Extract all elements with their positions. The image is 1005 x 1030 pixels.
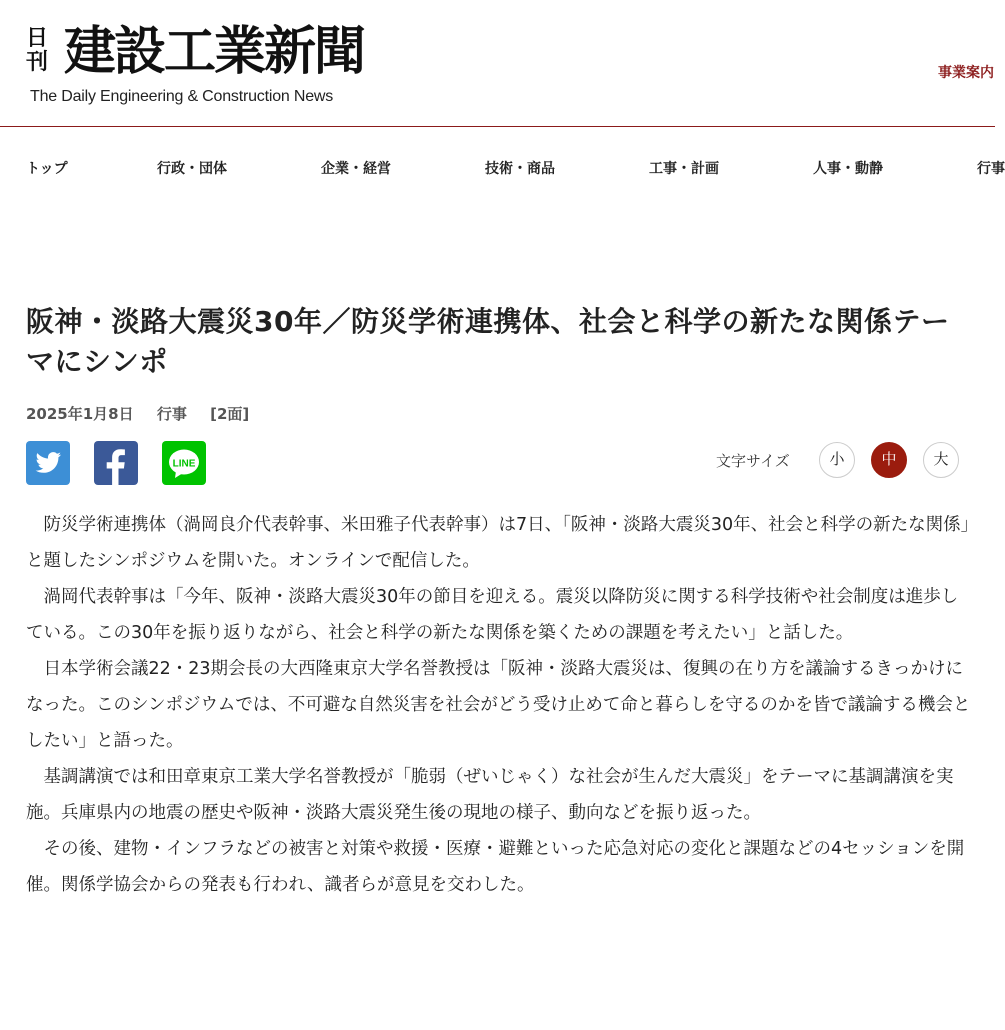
- nav-item-events[interactable]: 行事: [977, 161, 1005, 177]
- logo-subtitle: The Daily Engineering & Construction News: [30, 88, 334, 105]
- article-paragraph: 日本学術会議22・23期会長の大西隆東京大学名誉教授は「阪神・淡路大震災は、復興の在り方を議論するきっかけになった。このシンポジウムでは、不可避な自然災害を社会がどう受け止めて命と暮らしを守るのかを皆で議論する機会としたい」と語った。: [26, 659, 971, 751]
- facebook-icon: [94, 441, 138, 485]
- nav-item-personnel[interactable]: 人事・動静: [813, 161, 883, 177]
- article-date: 2025年1月8日: [26, 405, 134, 423]
- site-header: [0, 0, 995, 127]
- font-size-large-button[interactable]: 大: [923, 442, 959, 478]
- logo-daily-mark: 日 刊: [26, 25, 49, 75]
- line-share-button[interactable]: [162, 441, 206, 485]
- article-title: 阪神・淡路大震災30年／防災学術連携体、社会と科学の新たな関係テーマにシンポ: [26, 305, 950, 378]
- facebook-share-button[interactable]: [94, 441, 138, 485]
- article-category: 行事: [156, 405, 187, 423]
- business-info-link[interactable]: 事業案内: [938, 65, 994, 81]
- site-logo[interactable]: [26, 20, 386, 112]
- article-paragraph: その後、建物・インフラなどの被害と対策や救援・医療・避難といった応急対応の変化と課題などの4セッションを開催。関係学協会からの発表も行われ、識者らが意見を交わした。: [26, 839, 965, 895]
- article-paragraph: 渦岡代表幹事は「今年、阪神・淡路大震災30年の節目を迎える。震災以降防災に関する科学技術や社会制度は進歩している。この30年を振り返りながら、社会と科学の新たな関係を築くための課題を考えたい」と話した。: [26, 587, 959, 643]
- article-meta: [26, 403, 267, 424]
- nav-item-government[interactable]: 行政・団体: [157, 161, 227, 177]
- font-size-label: 文字サイズ: [716, 452, 790, 470]
- nav-item-business[interactable]: 企業・経営: [321, 161, 391, 177]
- article-body: [26, 507, 971, 903]
- line-icon: [162, 441, 206, 485]
- article-paragraph: 防災学術連携体（渦岡良介代表幹事、米田雅子代表幹事）は7日、「阪神・淡路大震災30年、社会と科学の新たな関係」と題したシンポジウムを開いた。オンラインで配信した。: [26, 515, 970, 571]
- svg-text:LINE: LINE: [172, 458, 196, 470]
- font-size-medium-button[interactable]: 中: [871, 442, 907, 478]
- twitter-icon: [26, 441, 70, 485]
- font-size-small-button[interactable]: 小: [819, 442, 855, 478]
- logo-title: 建設工業新聞: [64, 21, 365, 82]
- main-nav: [0, 148, 1005, 188]
- article-paragraph: 基調講演では和田章東京工業大学名誉教授が「脆弱（ぜいじゃく）な社会が生んだ大震災」をテーマに基調講演を実施。兵庫県内の地震の歴史や阪神・淡路大震災発生後の現地の様子、動向などを振り返った。: [26, 767, 954, 823]
- twitter-share-button[interactable]: [26, 441, 70, 485]
- article-page: [2面]: [210, 405, 250, 423]
- nav-item-top[interactable]: トップ: [26, 161, 68, 177]
- nav-item-construction[interactable]: 工事・計画: [649, 161, 719, 177]
- nav-item-technology[interactable]: 技術・商品: [485, 161, 555, 177]
